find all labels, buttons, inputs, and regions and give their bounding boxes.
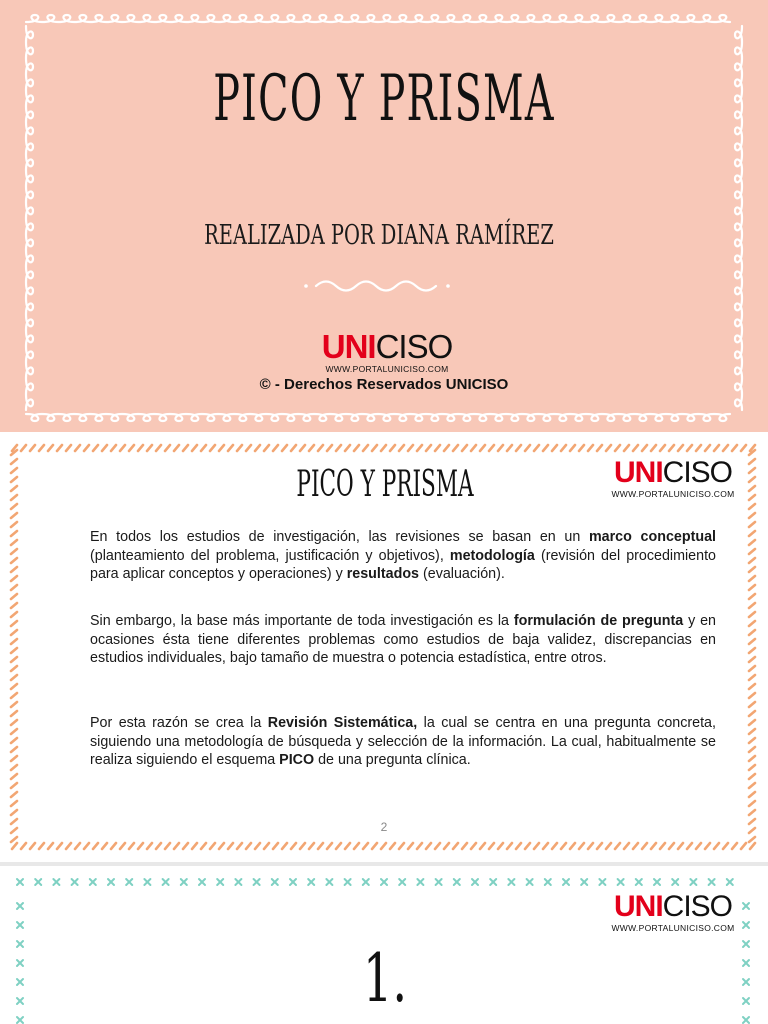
border-dash bbox=[543, 445, 548, 451]
text: (evaluación). bbox=[419, 566, 505, 582]
border-dash bbox=[749, 702, 755, 707]
border-dash bbox=[399, 445, 404, 451]
border-dash bbox=[714, 843, 719, 849]
border-dash bbox=[138, 445, 143, 451]
border-dash bbox=[498, 445, 503, 451]
border-dash bbox=[723, 445, 728, 451]
border-dash bbox=[749, 747, 755, 752]
border-dash bbox=[408, 445, 413, 451]
border-dash bbox=[30, 843, 35, 849]
border-dash bbox=[749, 558, 755, 563]
border-dash bbox=[749, 477, 755, 482]
border-dash bbox=[606, 445, 611, 451]
border-dash bbox=[561, 445, 566, 451]
border-dash bbox=[471, 843, 476, 849]
cover-slide bbox=[0, 0, 768, 432]
border-dash bbox=[516, 445, 521, 451]
border-dash bbox=[11, 567, 17, 572]
border-dash bbox=[84, 445, 89, 451]
border-dash bbox=[534, 445, 539, 451]
bold-text: resultados bbox=[346, 566, 420, 582]
cover-subtitle: REALIZADA POR DIANA RAMÍREZ bbox=[204, 220, 554, 251]
border-dash bbox=[660, 445, 665, 451]
border-dash bbox=[48, 843, 53, 849]
border-dash bbox=[183, 843, 188, 849]
border-dash bbox=[363, 843, 368, 849]
border-dash bbox=[11, 603, 17, 608]
border-dash bbox=[597, 445, 602, 451]
border-dash bbox=[174, 445, 179, 451]
border-dash bbox=[336, 843, 341, 849]
border-dash bbox=[327, 843, 332, 849]
border-dash bbox=[525, 843, 530, 849]
border-dash bbox=[516, 843, 521, 849]
border-dash bbox=[165, 445, 170, 451]
border-dash bbox=[749, 639, 755, 644]
border-dash bbox=[345, 445, 350, 451]
paragraph-2 bbox=[90, 612, 716, 668]
border-dash bbox=[579, 843, 584, 849]
border-dash bbox=[11, 558, 17, 563]
border-dash bbox=[309, 445, 314, 451]
border-dash bbox=[75, 445, 80, 451]
section-number: 1. bbox=[362, 940, 408, 1017]
border-dash bbox=[30, 445, 35, 451]
border-dash bbox=[93, 843, 98, 849]
border-dash bbox=[749, 459, 755, 464]
border-dash bbox=[749, 495, 755, 500]
border-dash bbox=[219, 445, 224, 451]
border-dash bbox=[749, 567, 755, 572]
border-dash bbox=[749, 756, 755, 761]
border-dash bbox=[309, 843, 314, 849]
border-dash bbox=[345, 843, 350, 849]
border-dash bbox=[543, 843, 548, 849]
border-dash bbox=[678, 445, 683, 451]
border-dash bbox=[11, 468, 17, 473]
border-dash bbox=[749, 648, 755, 653]
border-dash bbox=[749, 666, 755, 671]
border-dash bbox=[11, 540, 17, 545]
border-dash bbox=[749, 684, 755, 689]
border-dash bbox=[11, 729, 17, 734]
bold-text: Revisión Sistemática, bbox=[267, 715, 418, 731]
border-dash bbox=[192, 445, 197, 451]
border-dash bbox=[11, 693, 17, 698]
border-dash bbox=[11, 549, 17, 554]
border-dash bbox=[390, 445, 395, 451]
border-dash bbox=[210, 445, 215, 451]
border-dash bbox=[651, 843, 656, 849]
border-dash bbox=[11, 684, 17, 689]
border-dash bbox=[687, 843, 692, 849]
border-dash bbox=[749, 621, 755, 626]
text: En todos los estudios de investigación, las revisiones se basan en un bbox=[90, 529, 589, 545]
border-dash bbox=[138, 843, 143, 849]
border-dash bbox=[11, 747, 17, 752]
border-dash bbox=[111, 445, 116, 451]
border-dash bbox=[588, 843, 593, 849]
border-dash bbox=[228, 843, 233, 849]
border-dash bbox=[11, 639, 17, 644]
border-dash bbox=[615, 843, 620, 849]
border-dash bbox=[11, 513, 17, 518]
border-dash bbox=[749, 531, 755, 536]
border-dash bbox=[201, 445, 206, 451]
text: Por esta razón se crea la bbox=[90, 715, 268, 731]
border-dash bbox=[11, 774, 17, 779]
border-dash bbox=[570, 843, 575, 849]
border-dash bbox=[525, 445, 530, 451]
border-dash bbox=[201, 843, 206, 849]
border-dash bbox=[156, 445, 161, 451]
border-dash bbox=[444, 445, 449, 451]
border-dash bbox=[11, 675, 17, 680]
border-dash bbox=[21, 843, 26, 849]
border-dash bbox=[570, 445, 575, 451]
border-dash bbox=[399, 843, 404, 849]
border-dash bbox=[705, 843, 710, 849]
cover-title: PICO Y PRISMA bbox=[213, 62, 555, 136]
border-dash bbox=[579, 445, 584, 451]
border-dash bbox=[11, 648, 17, 653]
border-dash bbox=[273, 445, 278, 451]
border-dash bbox=[156, 843, 161, 849]
slide2-title: PICO Y PRISMA bbox=[296, 464, 474, 505]
border-dash bbox=[11, 837, 17, 842]
border-dash bbox=[749, 630, 755, 635]
border-dash bbox=[48, 445, 53, 451]
border-dash bbox=[561, 843, 566, 849]
border-dash bbox=[11, 612, 17, 617]
border-dash bbox=[147, 843, 152, 849]
border-dash bbox=[192, 843, 197, 849]
border-dash bbox=[11, 477, 17, 482]
border-dash bbox=[749, 468, 755, 473]
border-dash bbox=[291, 843, 296, 849]
text: Sin embargo, la base más importante de toda investigación es la bbox=[90, 613, 514, 629]
bold-text: PICO bbox=[279, 752, 315, 768]
border-dash bbox=[642, 445, 647, 451]
squiggle-divider bbox=[302, 276, 452, 296]
border-dash bbox=[237, 445, 242, 451]
border-dash bbox=[633, 843, 638, 849]
border-dash bbox=[228, 445, 233, 451]
border-dash bbox=[435, 445, 440, 451]
border-dash bbox=[749, 837, 755, 842]
logo-uni: UNI bbox=[321, 328, 376, 365]
border-dash bbox=[749, 486, 755, 491]
border-dash bbox=[749, 711, 755, 716]
border-dash bbox=[444, 843, 449, 849]
border-dash bbox=[282, 843, 287, 849]
border-dash bbox=[498, 843, 503, 849]
border-dash bbox=[11, 531, 17, 536]
border-dash bbox=[84, 843, 89, 849]
uniciso-logo bbox=[300, 330, 474, 374]
border-dash bbox=[453, 445, 458, 451]
border-dash bbox=[57, 445, 62, 451]
border-dash bbox=[669, 445, 674, 451]
border-dash bbox=[174, 843, 179, 849]
border-dash bbox=[336, 445, 341, 451]
border-dash bbox=[318, 445, 323, 451]
border-dash bbox=[93, 445, 98, 451]
border-dash bbox=[749, 792, 755, 797]
border-dash bbox=[381, 445, 386, 451]
border-dash bbox=[264, 843, 269, 849]
border-dash bbox=[129, 843, 134, 849]
border-dash bbox=[291, 445, 296, 451]
border-dash bbox=[749, 774, 755, 779]
border-dash bbox=[11, 657, 17, 662]
border-dash bbox=[111, 843, 116, 849]
border-dash bbox=[480, 445, 485, 451]
border-dash bbox=[633, 445, 638, 451]
border-dash bbox=[246, 445, 251, 451]
border-dash bbox=[39, 445, 44, 451]
border-dash bbox=[11, 702, 17, 707]
logo-uni: UNI bbox=[613, 890, 663, 923]
border-dash bbox=[11, 630, 17, 635]
border-dash bbox=[11, 522, 17, 527]
border-dash bbox=[749, 603, 755, 608]
border-dash bbox=[255, 445, 260, 451]
border-dash bbox=[749, 810, 755, 815]
border-dash bbox=[11, 486, 17, 491]
border-dash bbox=[678, 843, 683, 849]
border-dash bbox=[11, 495, 17, 500]
border-dash bbox=[11, 576, 17, 581]
border-dash bbox=[408, 843, 413, 849]
border-dash bbox=[102, 843, 107, 849]
border-dash bbox=[11, 621, 17, 626]
border-dash bbox=[471, 445, 476, 451]
border-dash bbox=[381, 843, 386, 849]
border-dash bbox=[390, 843, 395, 849]
border-dash bbox=[11, 765, 17, 770]
border-dash bbox=[11, 585, 17, 590]
border-dash bbox=[741, 843, 746, 849]
border-dash bbox=[11, 711, 17, 716]
border-dash bbox=[120, 445, 125, 451]
border-dash bbox=[749, 657, 755, 662]
border-dash bbox=[435, 843, 440, 849]
uniciso-logo-slide3 bbox=[600, 892, 746, 933]
border-dash bbox=[651, 445, 656, 451]
border-dash bbox=[749, 765, 755, 770]
border-dash bbox=[12, 843, 17, 849]
text: de una pregunta clínica. bbox=[314, 752, 471, 768]
border-dash bbox=[642, 843, 647, 849]
border-dash bbox=[687, 445, 692, 451]
paragraph-1 bbox=[90, 528, 716, 584]
border-dash bbox=[507, 445, 512, 451]
border-dash bbox=[300, 445, 305, 451]
border-dash bbox=[462, 843, 467, 849]
border-dash bbox=[11, 810, 17, 815]
border-dash bbox=[696, 445, 701, 451]
border-dash bbox=[372, 445, 377, 451]
border-dash bbox=[282, 445, 287, 451]
bold-text: formulación de pregunta bbox=[513, 613, 684, 629]
border-dash bbox=[129, 445, 134, 451]
border-dash bbox=[749, 513, 755, 518]
border-dash bbox=[480, 843, 485, 849]
border-dash bbox=[363, 445, 368, 451]
border-dash bbox=[749, 783, 755, 788]
border-dash bbox=[354, 843, 359, 849]
border-dash bbox=[426, 843, 431, 849]
border-dash bbox=[66, 843, 71, 849]
border-dash bbox=[749, 522, 755, 527]
border-dash bbox=[749, 612, 755, 617]
border-dash bbox=[723, 843, 728, 849]
logo-url: WWW.PORTALUNICISO.COM bbox=[611, 489, 735, 499]
logo-uni: UNI bbox=[613, 456, 663, 489]
border-dash bbox=[327, 445, 332, 451]
border-dash bbox=[11, 666, 17, 671]
uniciso-logo-slide2 bbox=[600, 458, 746, 499]
border-dash bbox=[66, 445, 71, 451]
border-dash bbox=[210, 843, 215, 849]
border-dash bbox=[246, 843, 251, 849]
text: (revisión del procedimiento para aplicar conceptos y operaciones) y bbox=[90, 547, 716, 582]
border-dash bbox=[749, 693, 755, 698]
border-dash bbox=[741, 445, 746, 451]
border-dash bbox=[11, 801, 17, 806]
border-dash bbox=[453, 843, 458, 849]
border-dash bbox=[534, 843, 539, 849]
border-dash bbox=[219, 843, 224, 849]
border-dash bbox=[749, 549, 755, 554]
border-dash bbox=[749, 729, 755, 734]
border-dash bbox=[749, 738, 755, 743]
border-dash bbox=[75, 843, 80, 849]
border-dash bbox=[300, 843, 305, 849]
border-dash bbox=[615, 445, 620, 451]
border-dash bbox=[372, 843, 377, 849]
logo-url: WWW.PORTALUNICISO.COM bbox=[611, 923, 735, 933]
border-dash bbox=[606, 843, 611, 849]
logo-url: WWW.PORTALUNICISO.COM bbox=[325, 364, 449, 374]
text: (planteamiento del problema, justificación y objetivos), bbox=[90, 547, 450, 564]
border-dash bbox=[11, 459, 17, 464]
text: y en ocasiones ésta tiene diferentes problemas como estudios de baja validez, discrepancias en estudios individuales, bajo tamaño de muestra o potencia estadística, entre otros. bbox=[90, 613, 716, 666]
border-dash bbox=[714, 445, 719, 451]
border-dash bbox=[749, 720, 755, 725]
border-dash bbox=[39, 843, 44, 849]
border-dash bbox=[749, 801, 755, 806]
logo-ciso: CISO bbox=[662, 890, 733, 923]
border-dash bbox=[552, 843, 557, 849]
border-dash bbox=[318, 843, 323, 849]
border-dash bbox=[11, 720, 17, 725]
border-dash bbox=[462, 445, 467, 451]
border-dash bbox=[273, 843, 278, 849]
border-dash bbox=[165, 843, 170, 849]
border-dash bbox=[11, 783, 17, 788]
border-dash bbox=[696, 843, 701, 849]
border-dash bbox=[264, 445, 269, 451]
border-dash bbox=[597, 843, 602, 849]
page-number: 2 bbox=[380, 820, 388, 834]
border-dash bbox=[749, 540, 755, 545]
border-dash bbox=[507, 843, 512, 849]
logo-ciso: CISO bbox=[375, 328, 453, 365]
border-dash bbox=[750, 843, 755, 849]
border-dash bbox=[11, 792, 17, 797]
border-dash bbox=[11, 756, 17, 761]
border-dash bbox=[11, 594, 17, 599]
border-dash bbox=[749, 675, 755, 680]
copyright-text: © - Derechos Reservados UNICISO bbox=[259, 376, 509, 393]
border-dash bbox=[552, 445, 557, 451]
border-dash bbox=[237, 843, 242, 849]
border-dash bbox=[660, 843, 665, 849]
border-dash bbox=[255, 843, 260, 849]
border-dash bbox=[11, 504, 17, 509]
border-dash bbox=[749, 594, 755, 599]
border-dash bbox=[11, 738, 17, 743]
text: la cual se centra en una pregunta concreta, siguiendo una metodología de búsqueda y selección de la información. La cual, habitualmente se realiza siguiendo el esquema bbox=[90, 715, 716, 768]
border-dash bbox=[732, 843, 737, 849]
border-dash bbox=[749, 585, 755, 590]
paragraph-3 bbox=[90, 714, 716, 770]
border-dash bbox=[624, 843, 629, 849]
border-dash bbox=[120, 843, 125, 849]
border-dash bbox=[102, 445, 107, 451]
border-dash bbox=[417, 445, 422, 451]
logo-ciso: CISO bbox=[662, 456, 733, 489]
border-dash bbox=[183, 445, 188, 451]
border-dash bbox=[147, 445, 152, 451]
bold-text: marco conceptual bbox=[588, 529, 716, 545]
border-dash bbox=[417, 843, 422, 849]
border-dash bbox=[57, 843, 62, 849]
border-dash bbox=[749, 576, 755, 581]
border-dash bbox=[489, 843, 494, 849]
border-dash bbox=[588, 445, 593, 451]
border-dash bbox=[354, 445, 359, 451]
bold-text: metodología bbox=[449, 547, 535, 564]
border-dash bbox=[669, 843, 674, 849]
border-dash bbox=[732, 445, 737, 451]
border-dash bbox=[426, 445, 431, 451]
border-dash bbox=[705, 445, 710, 451]
border-dash bbox=[749, 504, 755, 509]
border-dash bbox=[489, 445, 494, 451]
border-dash bbox=[624, 445, 629, 451]
border-dash bbox=[21, 445, 26, 451]
